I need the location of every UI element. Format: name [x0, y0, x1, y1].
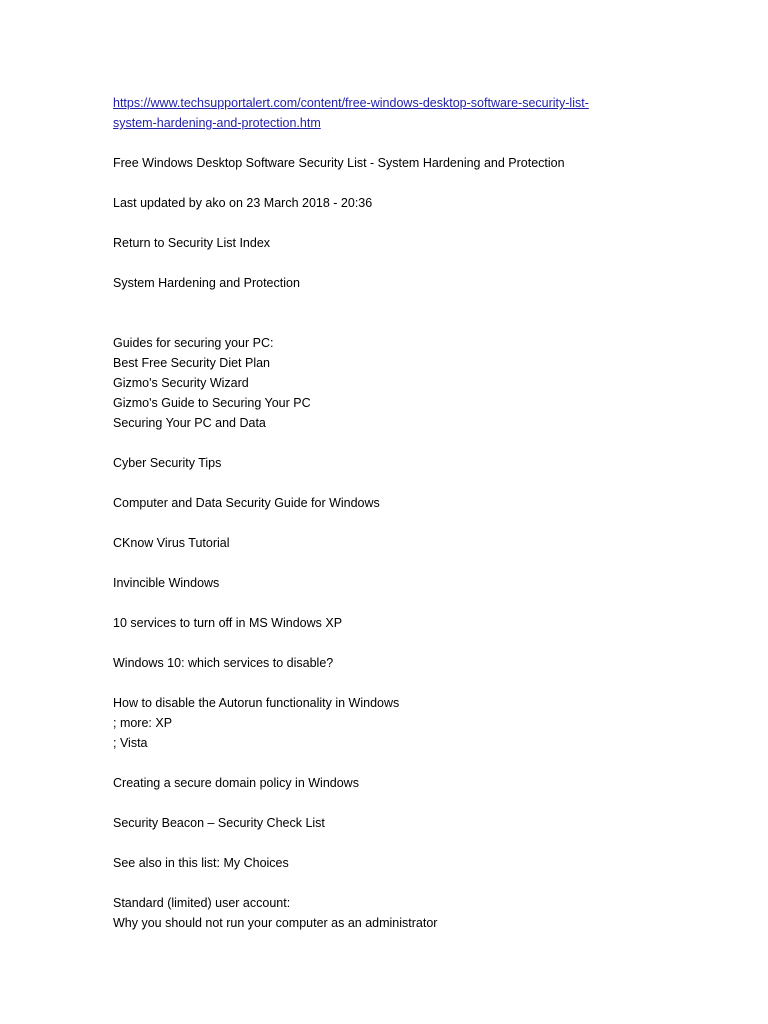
autorun-line: How to disable the Autorun functionality in Windows [113, 696, 400, 710]
security-beacon-text: Security Beacon – Security Check List [113, 816, 325, 830]
source-url-line-1[interactable]: https://www.techsupportalert.com/content/free-windows-desktop-software-security-list- [113, 96, 589, 110]
cyber-security-tips-text: Cyber Security Tips [113, 456, 222, 470]
guide-item: Securing Your PC and Data [113, 416, 266, 430]
section-heading: System Hardening and Protection [113, 276, 300, 290]
guides-heading: Guides for securing your PC: [113, 336, 274, 350]
guide-item: Gizmo's Security Wizard [113, 376, 249, 390]
data-security-guide-text: Computer and Data Security Guide for Windows [113, 496, 380, 510]
document-title: Free Windows Desktop Software Security List - System Hardening and Protection [113, 156, 565, 170]
services-win10-text: Windows 10: which services to disable? [113, 656, 334, 670]
standard-account-line: Standard (limited) user account: [113, 896, 291, 910]
source-url-link[interactable] [113, 93, 653, 133]
last-updated-text: Last updated by ako on 23 March 2018 - 20:36 [113, 196, 373, 210]
guide-item: Best Free Security Diet Plan [113, 356, 271, 370]
cknow-tutorial-text: CKnow Virus Tutorial [113, 536, 230, 550]
services-xp-text: 10 services to turn off in MS Windows XP [113, 616, 343, 630]
domain-policy-text: Creating a secure domain policy in Windows [113, 776, 359, 790]
document-page [113, 93, 653, 953]
guides-block [113, 333, 653, 433]
autorun-line: ; Vista [113, 736, 148, 750]
guide-item: Gizmo's Guide to Securing Your PC [113, 396, 311, 410]
source-url-line-2[interactable]: system-hardening-and-protection.htm [113, 116, 321, 130]
see-also-text: See also in this list: My Choices [113, 856, 289, 870]
autorun-line: ; more: XP [113, 716, 173, 730]
return-to-index-text: Return to Security List Index [113, 236, 271, 250]
spacer [113, 313, 653, 333]
invincible-windows-text: Invincible Windows [113, 576, 220, 590]
standard-account-block [113, 893, 653, 933]
standard-account-line: Why you should not run your computer as an administrator [113, 916, 438, 930]
autorun-block [113, 693, 653, 753]
